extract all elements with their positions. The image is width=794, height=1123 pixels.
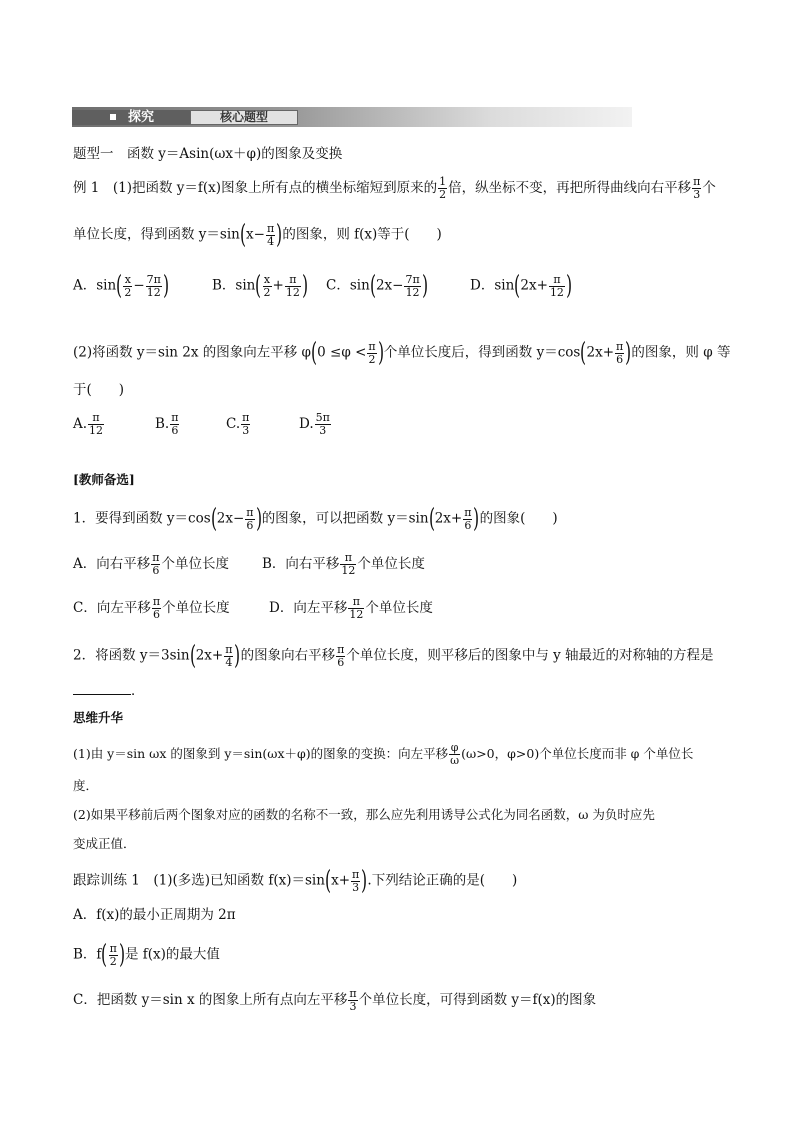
text: 1．要得到函数 y＝cos [73,510,211,527]
numerator: π [109,941,117,955]
paren: ) [301,271,308,301]
paren: ) [473,504,480,534]
text: 的图象向右平移 [240,647,336,664]
numerator: 7π [146,272,161,286]
part2-option-b [155,412,180,437]
fraction [615,341,624,366]
paren: ( [428,504,435,534]
fraction [449,742,460,767]
fraction [263,274,272,299]
denominator: 12 [405,285,420,299]
denominator: 4 [267,234,275,248]
option-b [212,273,308,299]
fraction [348,596,364,621]
paren: ) [421,271,428,301]
paren: ( [324,866,332,896]
denominator: 2 [368,352,376,366]
part2-option-c [226,412,251,437]
text: 2x+ [195,647,224,664]
text: 例 1 (1)把函数 y＝f(x)图象上所有点的横坐标缩短到原来的 [73,180,438,196]
teacher-option-c [73,596,230,621]
denominator: 12 [349,608,364,621]
numerator: π [337,642,345,656]
text: 个单位长度 [357,556,425,572]
numerator: π [549,274,565,287]
paren: ( [369,271,376,301]
teacher-title: [教师备选] [73,472,135,487]
denominator: 2 [124,285,132,299]
fraction [336,644,345,669]
denominator: 2 [109,954,117,968]
text: 个单位长度，则平移后的图象中与 y 轴最近的对称轴的方程是 [346,647,714,664]
numerator: π [285,274,301,287]
numerator: π [225,642,233,656]
numerator: π [349,987,357,1000]
denominator: 12 [549,285,564,299]
fraction [146,274,162,299]
text: A．向右平移 [73,556,151,572]
paren: ( [239,220,246,250]
text: .下列结论正确的是( ) [367,872,518,889]
text: 的图象，则 φ 等 [631,344,731,361]
fraction [241,412,250,437]
denominator: 6 [246,518,254,532]
text: 的图象，则 f(x)等于( ) [282,226,442,243]
numerator: φ [450,741,459,754]
paren: ( [189,641,196,671]
text: 的图象( ) [479,510,558,527]
example1-part2-cont: 于( ) [73,382,125,398]
fraction [170,412,179,437]
fraction [367,341,376,366]
fraction [245,507,254,532]
denominator: 2 [439,188,447,201]
text: + [272,277,284,294]
option-a [73,273,169,299]
text: 的图象，可以把函数 y＝sin [261,510,429,527]
numerator: 7π [405,272,420,286]
fraction [463,507,472,532]
summary-line4: 变成正值． [73,836,136,851]
fraction [88,412,104,437]
example1-line1 [73,176,716,201]
denominator: 2 [263,285,271,299]
paren: ) [162,271,170,301]
fraction [123,274,132,299]
text: (1)由 y＝sin ωx 的图象到 y＝sin(ωx＋φ)的图象的变换：向左平移 [73,746,449,761]
numerator: π [152,595,161,608]
text: 个单位长度后，得到函数 y＝cos [383,344,581,361]
fraction [438,176,447,201]
fraction [151,552,160,577]
denominator: 12 [89,424,104,437]
fraction [266,223,275,248]
fraction [340,552,356,577]
text: (ω>0，φ>0)个单位长度而非 φ 个单位长 [461,746,694,761]
numerator: π [693,175,701,188]
denominator: 3 [693,188,701,201]
numerator: x [124,272,131,286]
numerator: π [348,596,364,609]
paren: ( [210,504,217,534]
text: 个单位长度 [162,600,230,616]
text: B．f [73,946,102,963]
answer-blank [73,680,131,695]
numerator: π [266,221,275,235]
numerator: π [88,412,104,425]
numerator: π [352,867,360,881]
part2-option-a [73,412,105,437]
option-d [470,273,572,299]
text: D．向左平移 [269,600,348,616]
teacher-q2 [73,643,714,669]
example1-part2 [73,340,730,366]
denominator: ω [450,754,460,767]
teacher-option-a [73,552,229,577]
text: 跟踪训练 1 (1)(多选)已知函数 f(x)＝sin [73,872,325,889]
numerator: 1 [439,175,447,188]
text: 2x− [216,510,245,527]
text: A. [73,416,88,432]
text: 个 [702,180,716,196]
teacher-option-b [262,552,425,577]
topic-heading: 题型一 函数 y＝Asin(ωx＋φ)的图象及变换 [73,146,343,162]
fraction [315,412,331,437]
square-bullet-icon [110,114,116,120]
example1-line2 [73,222,442,248]
text: x+ [331,872,351,889]
part2-option-d [299,412,332,437]
text: 2x+ [586,344,615,361]
text: A．sin [73,277,117,294]
numerator: π [246,505,254,519]
paren: ) [118,940,125,970]
denominator: 6 [616,352,624,366]
text: 倍，纵坐标不变，再把所得曲线向右平移 [448,180,692,196]
teacher-option-d [269,596,433,621]
text: 2x+ [520,277,548,294]
fraction [109,943,118,968]
track-option-a: A．f(x)的最小正周期为 2π [73,907,236,923]
denominator: 6 [464,518,472,532]
text: ． [131,683,145,699]
text: 0 ≤φ < [317,344,367,361]
text: 单位长度，得到函数 y＝sin [73,226,240,243]
denominator: 3 [242,424,250,437]
paren: ( [311,338,318,368]
summary-line1 [73,742,693,767]
summary-line3: (2)如果平移前后两个图象对应的函数的名称不一致，那么应先利用诱导公式化为同名函数，ω 为负时应先 [73,807,655,822]
denominator: 4 [225,655,233,669]
numerator: 5π [315,411,330,424]
numerator: x [263,272,271,286]
text: 个单位长度，可得到函数 y＝f(x)的图象 [358,992,597,1008]
text: B．sin [212,277,256,294]
text: (2)将函数 y＝sin 2x 的图象向左平移 φ [73,344,312,361]
numerator: π [242,411,250,424]
denominator: 6 [337,655,345,669]
paren: ) [276,220,283,250]
numerator: π [368,339,376,353]
text: B. [155,416,170,432]
track-option-b [73,942,220,968]
fraction [692,176,701,201]
text: 个单位长度 [365,600,433,616]
header-tag-explore [72,110,190,125]
teacher-q1 [73,506,558,532]
fraction [224,644,233,669]
fraction [351,869,360,894]
text: 2x− [375,277,404,294]
fraction [285,274,301,299]
numerator: π [464,505,472,519]
paren: ( [580,338,587,368]
denominator: 6 [152,564,160,577]
denominator: 3 [319,424,327,437]
teacher-q2-blank [73,680,145,701]
denominator: 12 [341,564,356,577]
option-c [326,273,428,299]
text: 是 f(x)的最大值 [124,946,220,963]
text: C．把函数 y＝sin x 的图象上所有点向左平移 [73,992,348,1008]
denominator: 6 [171,424,179,437]
fraction [348,988,357,1013]
track-question [73,868,517,894]
denominator: 6 [152,608,160,621]
fraction [549,274,565,299]
paren: ( [101,940,108,970]
track-option-c [73,988,596,1013]
header-left-label: 探究 [128,110,155,125]
numerator: π [340,552,356,565]
denominator: 12 [146,285,161,299]
text: 2x+ [434,510,463,527]
numerator: π [171,411,179,424]
fraction [152,596,161,621]
paren: ) [565,271,573,301]
text: D. [299,416,314,432]
paren: ( [116,271,123,301]
text: C. [226,416,241,432]
summary-title: 思维升华 [73,710,124,725]
summary-line2: 度． [73,778,99,793]
paren: ( [514,271,521,301]
text: D．sin [470,277,515,294]
numerator: π [616,339,624,353]
paren: ) [377,338,384,368]
text: C．sin [326,277,370,294]
text: 个单位长度 [161,556,229,572]
text: 2．将函数 y＝3sin [73,647,190,664]
denominator: 3 [349,1000,357,1013]
paren: ) [361,866,368,896]
paren: ) [234,641,241,671]
text: x− [246,226,265,243]
paren: ( [255,271,262,301]
paren: ) [625,338,632,368]
denominator: 12 [285,285,300,299]
section-header-bar [72,107,632,127]
text: C．向左平移 [73,600,151,616]
header-tag-core: 核心题型 [190,110,298,125]
numerator: π [152,551,160,564]
paren: ) [255,504,262,534]
fraction [404,274,420,299]
text: − [133,277,145,294]
denominator: 3 [352,880,360,894]
text: B．向右平移 [262,556,340,572]
